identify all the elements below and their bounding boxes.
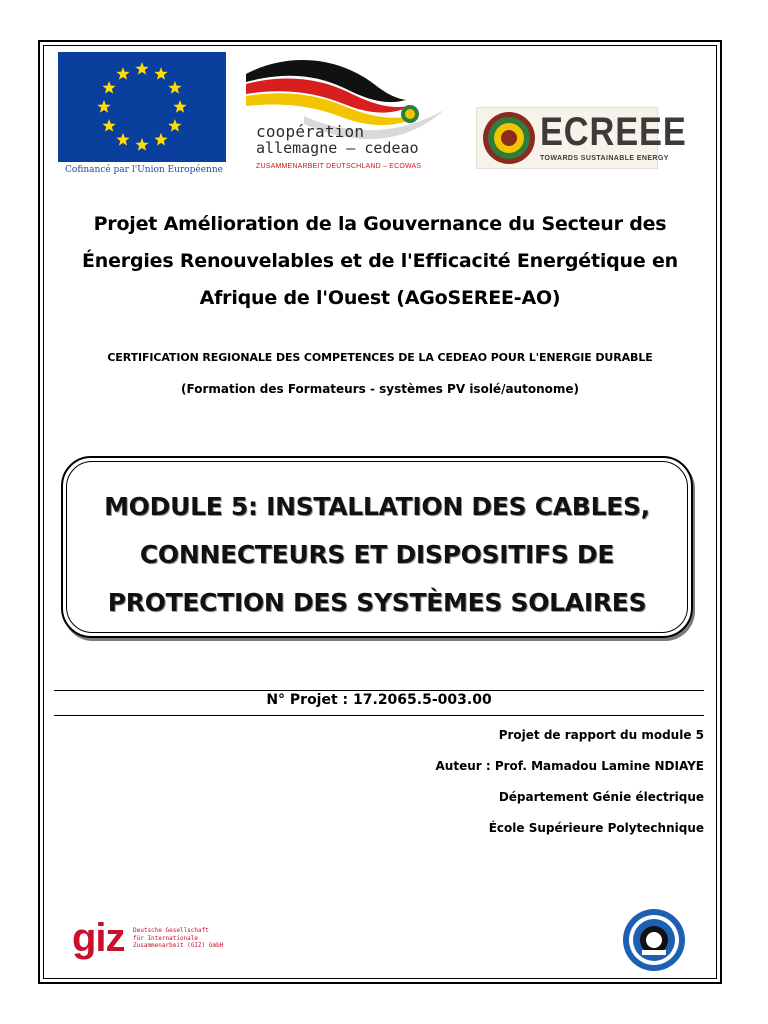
certification-line: CERTIFICATION REGIONALE DES COMPETENCES DE LA CEDEAO POUR L'ENERGIE DURABLE bbox=[107, 351, 653, 364]
eu-star-icon bbox=[135, 62, 148, 75]
ecreee-tagline: TOWARDS SUSTAINABLE ENERGY bbox=[540, 155, 669, 162]
eu-star-icon bbox=[102, 119, 115, 132]
module-title-line: CONNECTEURS ET DISPOSITIFS DE bbox=[139, 540, 615, 569]
eu-star-icon bbox=[116, 133, 129, 146]
coop-text-cooperation: coopération bbox=[256, 122, 365, 141]
coop-text-allemagne-cedeao: allemagne – cedeao bbox=[256, 139, 419, 157]
coop-text-zusammenarbeit: ZUSAMMENARBEIT DEUTSCHLAND – ECOWAS bbox=[256, 163, 422, 170]
cooperation-allemagne-logo bbox=[244, 54, 456, 176]
eu-star-icon bbox=[97, 100, 110, 113]
eu-star-icon bbox=[154, 67, 167, 80]
school-line: École Supérieure Polytechnique bbox=[488, 821, 704, 835]
report-line: Projet de rapport du module 5 bbox=[498, 728, 704, 742]
eu-star-icon bbox=[173, 100, 186, 113]
eu-star-icon bbox=[102, 81, 115, 94]
eu-cofinance-caption: Cofinancé par l'Union Européenne bbox=[65, 165, 223, 175]
project-title bbox=[60, 206, 700, 317]
divider-bottom bbox=[54, 715, 704, 716]
giz-logo-wordmark: giz bbox=[72, 916, 125, 960]
eu-flag-logo bbox=[58, 52, 226, 162]
ecreee-emblem-icon bbox=[479, 108, 539, 168]
eu-star-icon bbox=[154, 133, 167, 146]
giz-logo-subtitle: Deutsche Gesellschaft für Internationale Zusammenarbeit (GIZ) GmbH bbox=[133, 927, 224, 949]
eu-stars-icon bbox=[58, 52, 226, 162]
formation-line: (Formation des Formateurs - systèmes PV isolé/autonome) bbox=[181, 382, 579, 396]
module-title-line: MODULE 5: INSTALLATION DES CABLES, bbox=[104, 492, 650, 521]
divider-top bbox=[54, 690, 704, 691]
project-title-line: Énergies Renouvelables et de l'Efficacité Energétique en bbox=[81, 250, 678, 272]
project-title-line: Projet Amélioration de la Gouvernance du Secteur des bbox=[93, 213, 667, 235]
project-number: N° Projet : 17.2065.5-003.00 bbox=[266, 692, 492, 708]
author-line: Auteur : Prof. Mamadou Lamine NDIAYE bbox=[435, 759, 704, 773]
eu-star-icon bbox=[168, 81, 181, 94]
project-title-line: Afrique de l'Ouest (AGoSEREE-AO) bbox=[199, 287, 561, 309]
module-title bbox=[70, 483, 684, 627]
department-line: Département Génie électrique bbox=[498, 790, 704, 804]
ecreee-wordmark: ECREEE bbox=[540, 110, 687, 154]
eu-star-icon bbox=[168, 119, 181, 132]
eu-star-icon bbox=[135, 138, 148, 151]
module-title-line: PROTECTION DES SYSTÈMES SOLAIRES bbox=[107, 588, 647, 617]
eu-star-icon bbox=[116, 67, 129, 80]
esp-seal-logo bbox=[622, 908, 686, 972]
